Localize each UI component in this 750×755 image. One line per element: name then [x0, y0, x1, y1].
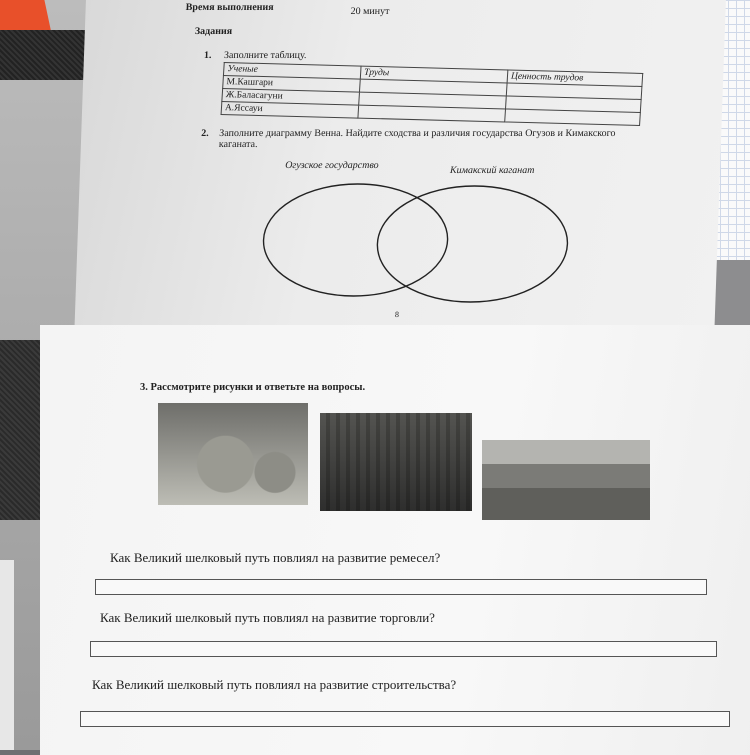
table-cell: А.Яссауи [221, 101, 359, 118]
table-header: Труды [360, 66, 508, 83]
table-cell[interactable] [358, 105, 506, 122]
scientists-table [221, 62, 644, 126]
venn-circle-left [262, 184, 450, 296]
question-construction: Как Великий шелковый путь повлиял на развитие строительства? [92, 677, 457, 692]
worksheet-page-upper [74, 0, 726, 340]
market-scene-photo [320, 413, 472, 511]
black-mat-top [0, 30, 85, 80]
task3-text: 3. Рассмотрите рисунки и ответьте на вопросы. [140, 382, 366, 393]
ancient-city-photo [482, 440, 650, 520]
table-header: Ценность трудов [507, 70, 643, 87]
question-crafts: Как Великий шелковый путь повлиял на развитие ремесел? [110, 550, 441, 565]
task1-number: 1. [203, 50, 212, 61]
answer-field-trade[interactable] [90, 641, 717, 657]
page-number: 8 [394, 310, 400, 319]
table-cell: Ж.Баласагуни [222, 89, 360, 106]
task1-text: Заполните таблицу. [223, 50, 307, 61]
task2-number: 2. [201, 128, 209, 139]
question-trade: Как Великий шелковый путь повлиял на развитие торговли? [100, 610, 435, 625]
pottery-photo [158, 403, 308, 505]
table-cell[interactable] [505, 109, 641, 126]
venn-left-label: Огузское государство [284, 160, 379, 171]
answer-field-crafts[interactable] [95, 579, 707, 595]
table-cell: М.Кашгари [223, 76, 361, 93]
paper-edge-left [0, 560, 14, 750]
time-value: 20 минут [350, 6, 390, 17]
venn-circle-right [375, 186, 569, 302]
venn-right-label: Кимакский каганат [449, 165, 535, 176]
answer-field-construction[interactable] [80, 711, 730, 727]
tasks-title: Задания [194, 26, 233, 37]
time-label: Время выполнения [185, 2, 274, 13]
venn-diagram [255, 180, 590, 310]
worksheet-page-lower [40, 325, 750, 755]
table-header: Ученые [223, 63, 361, 80]
task2-text: Заполните диаграмму Венна. Найдите сходства и различия государства Огузов и Кимакского каганата. [218, 128, 616, 150]
